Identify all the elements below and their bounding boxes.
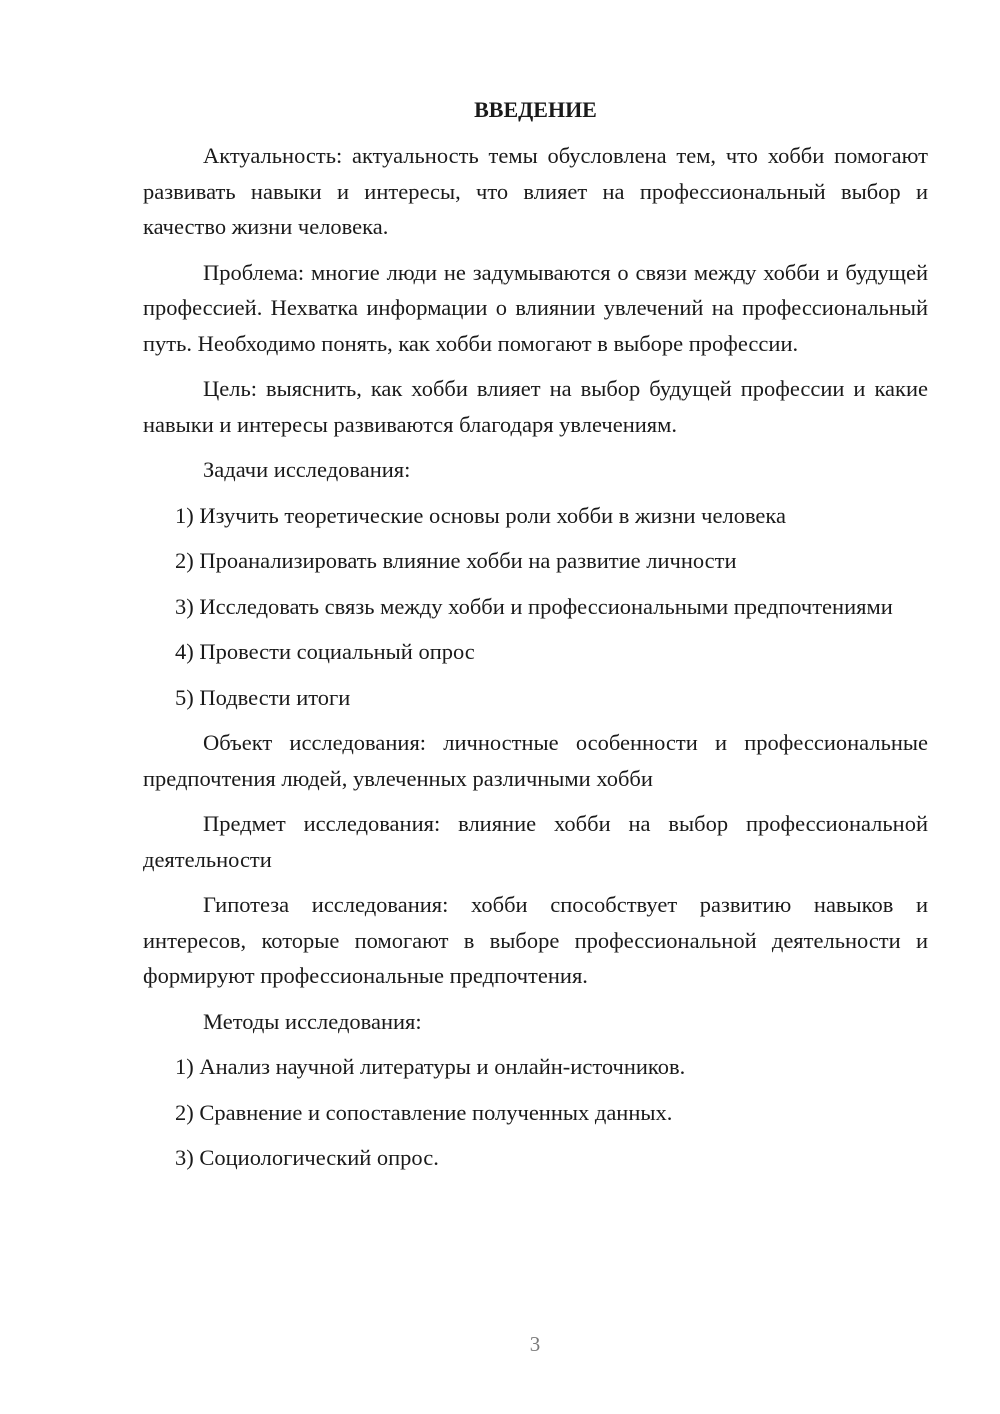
task-item: 1) Изучить теоретические основы роли хобби в жизни человека xyxy=(175,502,786,528)
task-item: 4) Провести социальный опрос xyxy=(175,639,475,664)
task-item: 5) Подвести итоги xyxy=(175,684,351,710)
subject-paragraph: Предмет исследования: влияние хобби на выбор профессиональной деятельности xyxy=(143,811,928,872)
task-item: 3) Исследовать связь между хобби и профессиональными предпочтениями xyxy=(175,593,893,619)
tasks-heading: Задачи исследования: xyxy=(203,457,411,482)
page-number: 3 xyxy=(529,1332,541,1356)
task-item: 2) Проанализировать влияние хобби на развитие личности xyxy=(175,548,737,573)
methods-heading: Методы исследования: xyxy=(203,1008,422,1034)
actuality-paragraph: Актуальность: актуальность темы обусловлена тем, что хобби помогают развивать навыки и интересы, что влияет на профессиональный выбор и качество жизни человека. xyxy=(143,143,928,239)
object-paragraph: Объект исследования: личностные особенности и профессиональные предпочтения людей, увлеченных различными хобби xyxy=(143,730,928,791)
page-title: ВВЕДЕНИЕ xyxy=(474,97,597,122)
document-page xyxy=(143,92,928,1186)
method-item: 3) Социологический опрос. xyxy=(175,1145,439,1170)
problem-paragraph: Проблема: многие люди не задумываются о связи между хобби и будущей профессией. Нехватка информации о влиянии увлечений на профессиональный путь. Необходимо понять, как хобби помогают в выборе профессии. xyxy=(143,259,928,356)
method-item: 2) Сравнение и сопоставление полученных данных. xyxy=(175,1099,673,1125)
method-item: 1) Анализ научной литературы и онлайн-источников. xyxy=(175,1054,686,1079)
hypothesis-paragraph: Гипотеза исследования: хобби способствует развитию навыков и интересов, которые помогают в выборе профессиональной деятельности и формируют профессиональные предпочтения. xyxy=(143,892,928,988)
goal-paragraph: Цель: выяснить, как хобби влияет на выбор будущей профессии и какие навыки и интересы развиваются благодаря увлечениям. xyxy=(143,376,928,437)
